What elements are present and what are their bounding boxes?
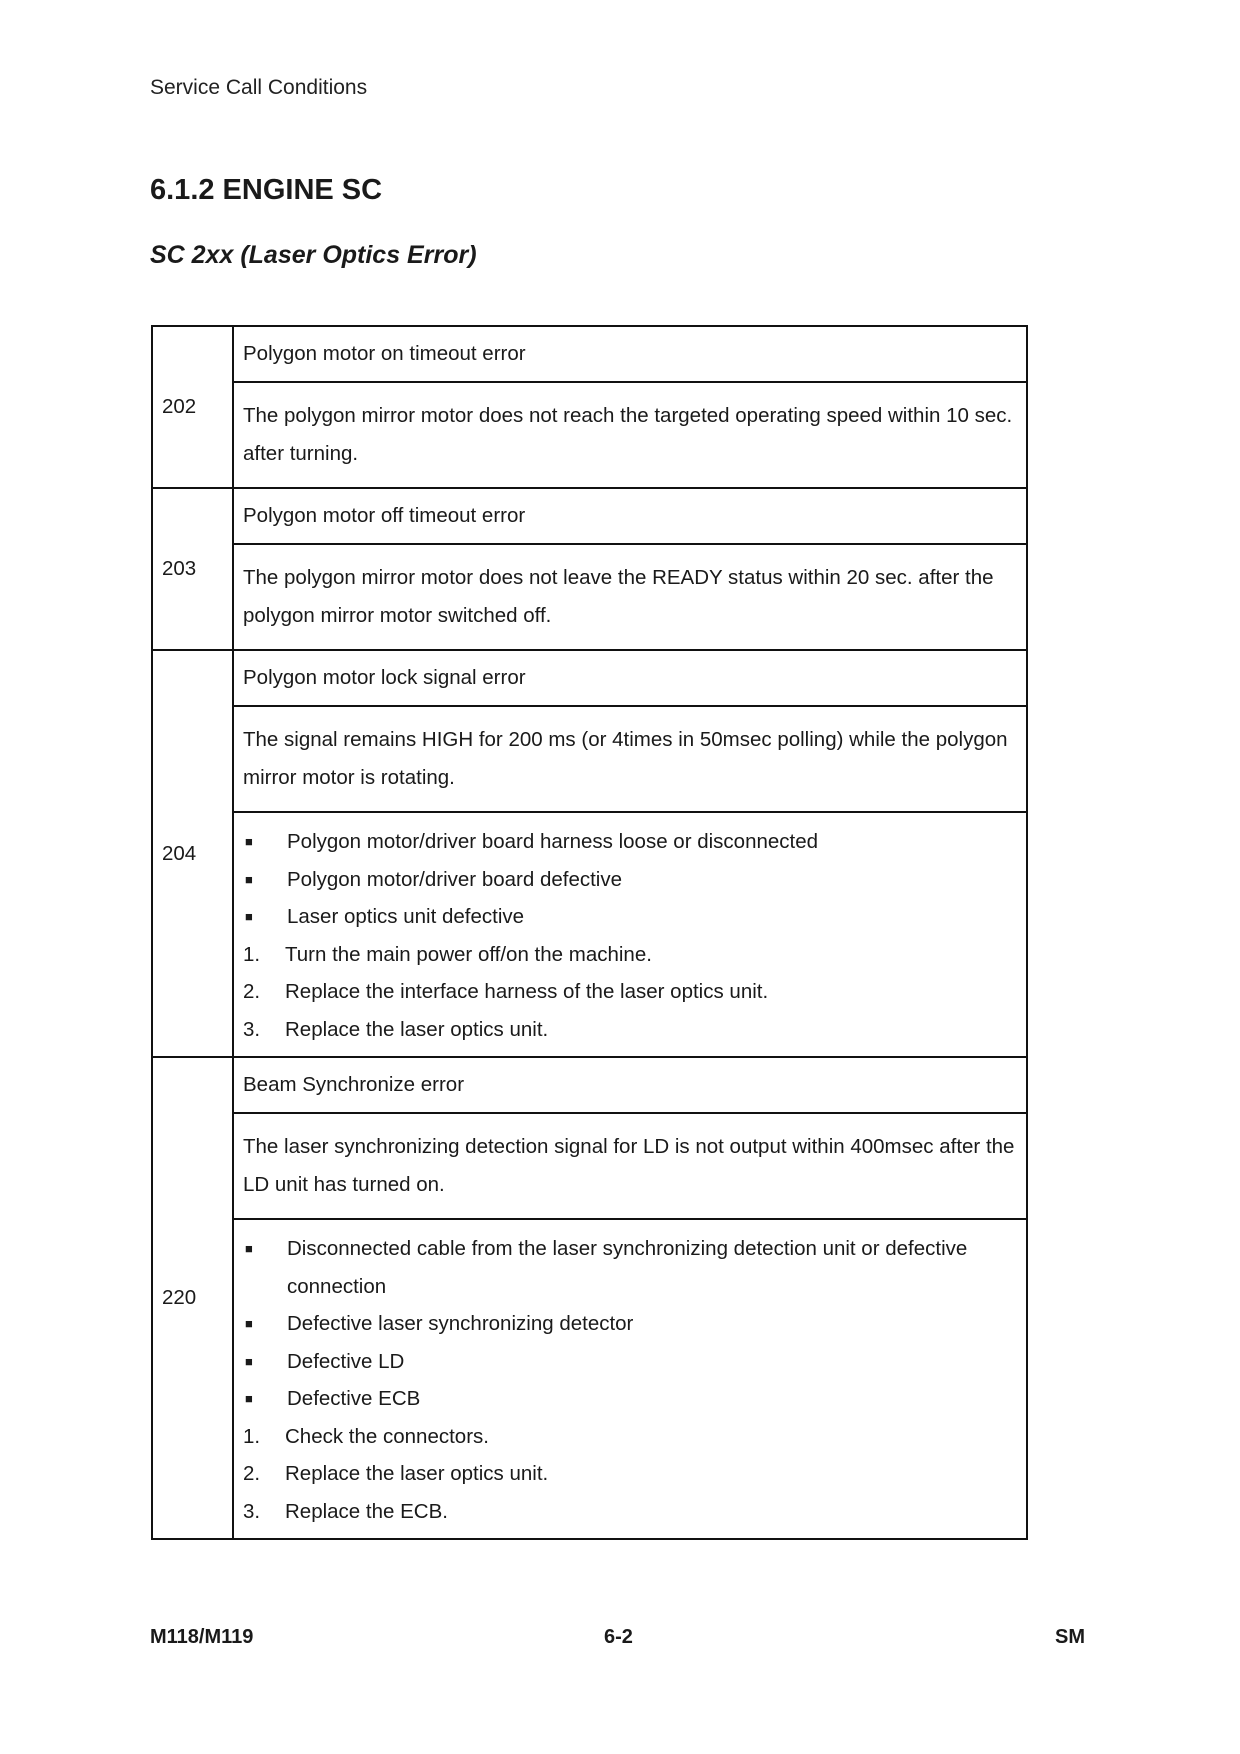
step-number: 2. — [243, 980, 261, 1003]
cause-item: ■ Polygon motor/driver board defective — [243, 861, 1016, 899]
cause-item: ■ Laser optics unit defective — [243, 898, 1016, 936]
bullet-icon: ■ — [245, 1241, 253, 1256]
cause-item: ■ Polygon motor/driver board harness loose or disconnected — [243, 823, 1016, 861]
step-item: 2. Replace the interface harness of the laser optics unit. — [243, 973, 1016, 1011]
step-number: 3. — [243, 1017, 261, 1041]
step-number: 3. — [243, 1499, 261, 1523]
sc-code: 204 — [152, 650, 233, 1057]
running-head: Service Call Conditions — [150, 76, 368, 99]
sc-code: 203 — [152, 488, 233, 650]
sc-title: Polygon motor lock signal error — [233, 650, 1027, 706]
bullet-icon: ■ — [245, 1316, 253, 1331]
step-item: 1. Check the connectors. — [243, 1418, 1016, 1456]
sc-code-table — [151, 325, 1028, 1540]
sc-description: The polygon mirror motor does not leave the READY status within 20 sec. after the polygon mirror motor switched off. — [233, 544, 1027, 650]
section-title: 6.1.2 ENGINE SC — [150, 174, 383, 206]
sc-remedy-list — [233, 812, 1027, 1057]
sc-code: 202 — [152, 326, 233, 488]
bullet-icon: ■ — [245, 909, 253, 924]
step-item: 3. Replace the laser optics unit. — [243, 1011, 1016, 1049]
sc-code: 220 — [152, 1057, 233, 1539]
subsection-title: SC 2xx (Laser Optics Error) — [150, 241, 477, 269]
footer-manual-code: SM — [1055, 1626, 1085, 1648]
sc-description: The laser synchronizing detection signal for LD is not output within 400msec after the LD unit has turned on. — [233, 1113, 1027, 1219]
table-row — [152, 544, 1027, 650]
bullet-icon: ■ — [245, 1353, 253, 1369]
bullet-icon: ■ — [245, 871, 253, 887]
step-number: 1. — [243, 942, 261, 966]
table-row — [152, 1057, 1027, 1113]
bullet-icon: ■ — [245, 834, 253, 849]
cause-item: ■ Defective laser synchronizing detector — [243, 1305, 1016, 1343]
step-item: 2. Replace the laser optics unit. — [243, 1455, 1016, 1493]
table-row — [152, 812, 1027, 1057]
step-item: 3. Replace the ECB. — [243, 1493, 1016, 1531]
table-row — [152, 382, 1027, 488]
cause-item: ■ Defective ECB — [243, 1380, 1016, 1418]
footer-page-number: 6-2 — [604, 1626, 633, 1648]
step-number: 1. — [243, 1424, 261, 1448]
sc-remedy-list — [233, 1219, 1027, 1539]
sc-description: The polygon mirror motor does not reach the targeted operating speed within 10 sec. after turning. — [233, 382, 1027, 488]
sc-title: Beam Synchronize error — [233, 1057, 1027, 1113]
step-number: 2. — [243, 1462, 261, 1485]
table-row — [152, 326, 1027, 382]
footer-model: M118/M119 — [150, 1626, 254, 1648]
sc-description: The signal remains HIGH for 200 ms (or 4times in 50msec polling) while the polygon mirror motor is rotating. — [233, 706, 1027, 812]
sc-title: Polygon motor on timeout error — [233, 326, 1027, 382]
table-row — [152, 488, 1027, 544]
step-item: 1. Turn the main power off/on the machine. — [243, 936, 1016, 974]
cause-item: ■ Defective LD — [243, 1343, 1016, 1381]
table-row — [152, 706, 1027, 812]
sc-title: Polygon motor off timeout error — [233, 488, 1027, 544]
table-row — [152, 1113, 1027, 1219]
bullet-icon: ■ — [245, 1391, 253, 1406]
table-row — [152, 650, 1027, 706]
cause-item: ■ Disconnected cable from the laser synchronizing detection unit or defective connection — [243, 1230, 1016, 1305]
table-row — [152, 1219, 1027, 1539]
